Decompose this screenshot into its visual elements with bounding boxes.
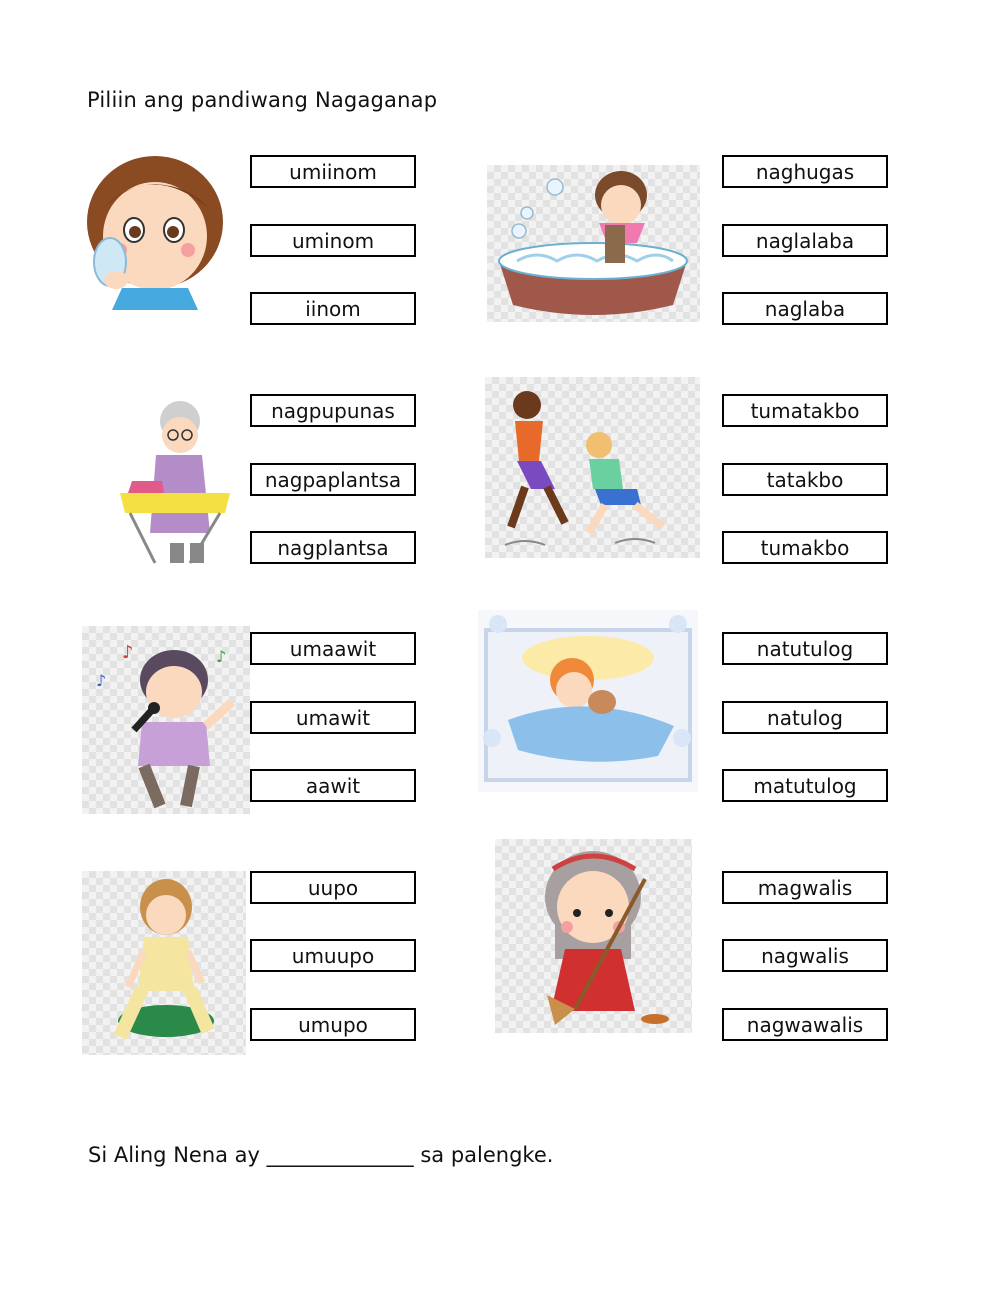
instruction-text: Piliin ang pandiwang Nagaganap — [87, 88, 438, 112]
choice-3-3[interactable]: nagplantsa — [250, 531, 416, 564]
svg-text:♪: ♪ — [216, 647, 227, 666]
choice-4-2[interactable]: tatakbo — [722, 463, 888, 496]
choice-1-1[interactable]: umiinom — [250, 155, 416, 188]
choice-3-2[interactable]: nagpaplantsa — [250, 463, 416, 496]
choice-8-1[interactable]: magwalis — [722, 871, 888, 904]
choice-7-1[interactable]: uupo — [250, 871, 416, 904]
choice-8-3[interactable]: nagwawalis — [722, 1008, 888, 1041]
choice-7-3[interactable]: umupo — [250, 1008, 416, 1041]
choice-4-3[interactable]: tumakbo — [722, 531, 888, 564]
girl-washing-clothes-icon — [487, 165, 700, 322]
girl-sitting-icon — [82, 871, 246, 1055]
choice-5-3[interactable]: aawit — [250, 769, 416, 802]
girl-sweeping-icon — [495, 839, 692, 1033]
choice-2-3[interactable]: naglaba — [722, 292, 888, 325]
choice-3-1[interactable]: nagpupunas — [250, 394, 416, 427]
choice-8-2[interactable]: nagwalis — [722, 939, 888, 972]
choice-6-2[interactable]: natulog — [722, 701, 888, 734]
answer-blank[interactable]: ______________ — [266, 1143, 414, 1167]
sentence-start: Si Aling Nena ay — [88, 1143, 267, 1167]
choice-5-2[interactable]: umawit — [250, 701, 416, 734]
choice-5-1[interactable]: umaawit — [250, 632, 416, 665]
choice-6-1[interactable]: natutulog — [722, 632, 888, 665]
choice-2-2[interactable]: naglalaba — [722, 224, 888, 257]
choice-4-1[interactable]: tumatakbo — [722, 394, 888, 427]
girl-drinking-water-icon — [80, 150, 230, 315]
child-sleeping-icon — [478, 610, 698, 792]
sentence-end: sa palengke. — [413, 1143, 554, 1167]
choice-6-3[interactable]: matutulog — [722, 769, 888, 802]
grandma-ironing-icon — [80, 393, 245, 568]
svg-text:♪: ♪ — [96, 671, 107, 690]
choice-2-1[interactable]: naghugas — [722, 155, 888, 188]
fill-in-sentence — [88, 1143, 553, 1167]
choice-1-2[interactable]: uminom — [250, 224, 416, 257]
svg-text:♪: ♪ — [122, 642, 134, 663]
choice-7-2[interactable]: umuupo — [250, 939, 416, 972]
choice-1-3[interactable]: iinom — [250, 292, 416, 325]
kids-running-icon — [485, 377, 700, 558]
boy-singing-icon — [82, 626, 250, 814]
